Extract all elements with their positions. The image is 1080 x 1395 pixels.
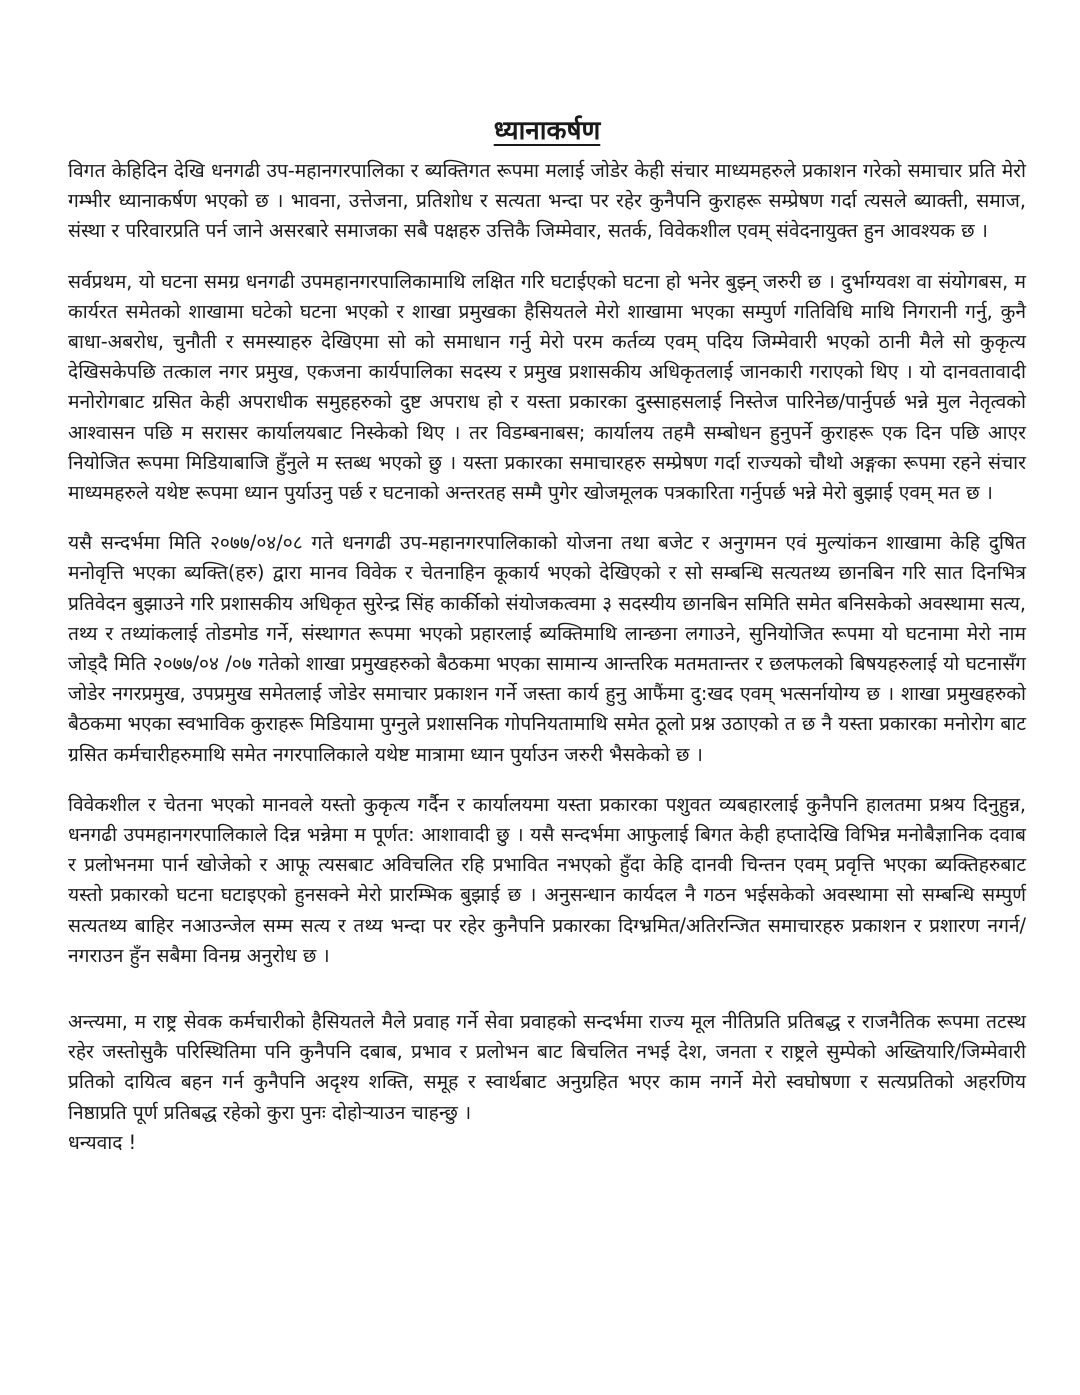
document-title: ध्यानाकर्षण bbox=[493, 116, 601, 146]
paragraph-intro: विगत केहिदिन देखि धनगढी उप-महानगरपालिका र ब्यक्तिगत रूपमा मलाई जोडेर केही संचार माध्यमहरुले प्रकाशन गरेको समाचार प्रति मेरो गम्भीर ध्यानाकर्षण भएको छ । भावना, उत्तेजना, प्रतिशोध र सत्यता भन्दा पर रहेर कुनैपनि कुराहरू सम्प्रेषण गर्दा त्यसले ब्याक्ती, समाज, संस्था र परिवारप्रति पर्न जाने असरबारे समाजका सबै पक्षहरु उत्तिकै जिम्मेवार, सतर्क, विवेकशील एवम् संवेदनायुक्त हुन आवश्यक छ । bbox=[68, 159, 1026, 243]
paragraph-conclusion: अन्त्यमा, म राष्ट्र सेवक कर्मचारीको हैसियतले मैले प्रवाह गर्ने सेवा प्रवाहको सन्दर्भमा राज्य मूल नीतिप्रति प्रतिबद्ध र राजनैतिक रूपमा तटस्थ रहेर जस्तोसुकै परिस्थितिमा पनि कुनैपनि दबाब, प्रभाव र प्रलोभन बाट बिचलित नभई देश, जनता र राष्ट्रले सुम्पेको अख्तियारि/जिम्मेवारी प्रतिको दायित्व बहन गर्न कुनैपनि अदृश्य शक्ति, समूह र स्वार्थबाट अनुग्रहित भएर काम नगर्ने मेरो स्वघोषणा र सत्यप्रतिको अहरणिय निष्ठाप्रति पूर्ण प्रतिबद्ध रहेको कुरा पुनः दोहोऱ्याउन चाहन्छु । bbox=[68, 1010, 1026, 1124]
document-page bbox=[68, 112, 1026, 1158]
paragraph-context: यसै सन्दर्भमा मिति २०७७/०४/०८ गते धनगढी उप-महानगरपालिकाको योजना तथा बजेट र अनुगमन एवं मुल्यांकन शाखामा केहि दुषित मनोवृत्ति भएका ब्यक्ति(हरु) द्वारा मानव विवेक र चेतनाहिन कूकार्य भएको देखिएको र सो सम्बन्धि सत्यतथ्य छानबिन गरि सात दिनभित्र प्रतिवेदन बुझाउने गरि प्रशासकीय अधिकृत सुरेन्द्र सिंह कार्कीको संयोजकत्वमा ३ सदस्यीय छानबिन समिति समेत बनिसकेको अवस्थामा सत्य, तथ्य र तथ्यांकलाई तोडमोड गर्ने, संस्थागत रूपमा भएको प्रहारलाई ब्यक्तिमाथि लान्छना लगाउने, सुनियोजित रूपमा यो घटनामा मेरो नाम जोड्दै मिति २०७७/०४ /०७ गतेको शाखा प्रमुखहरुको बैठकमा भएका सामान्य आन्तरिक मतमतान्तर र छलफलको बिषयहरुलाई यो घटनासँग जोडेर नगरप्रमुख, उपप्रमुख समेतलाई जोडेर समाचार प्रकाशन गर्ने जस्ता कार्य हुनु आफैंमा दु:खद एवम् भत्सर्नायोग्य छ । शाखा प्रमुखहरुको बैठकमा भएका स्वभाविक कुराहरू मिडियामा पुग्नुले प्रशासनिक गोपनियतामाथि समेत ठूलो प्रश्न उठाएको त छ नै यस्ता प्रकारका मनोरोग बाट ग्रसित कर्मचारीहरुमाथि समेत नगरपालिकाले यथेष्ट मात्रामा ध्यान पुर्याउन जरुरी भैसकेको छ । bbox=[68, 531, 1026, 766]
closing-thanks: धन्यवाद ! bbox=[68, 1130, 137, 1154]
paragraph-appeal: विवेकशील र चेतना भएको मानवले यस्तो कुकृत्य गर्दैन र कार्यालयमा यस्ता प्रकारका पशुवत व्यबहारलाई कुनैपनि हालतमा प्रश्रय दिनुहुन्न, धनगढी उपमहानगरपालिकाले दिन्न भन्नेमा म पूर्णत: आशावादी छु । यसै सन्दर्भमा आफुलाई बिगत केही हप्तादेखि विभिन्न मनोबैज्ञानिक दवाब र प्रलोभनमा पार्न खोजेको र आफू त्यसबाट अविचलित रहि प्रभावित नभएको हुँदा केहि दानवी चिन्तन एवम् प्रवृत्ति भएका ब्यक्तिहरुबाट यस्तो प्रकारको घटना घटाइएको हुनसक्ने मेरो प्रारम्भिक बुझाई छ । अनुसन्धान कार्यदल नै गठन भईसकेको अवस्थामा सो सम्बन्धि सम्पुर्ण सत्यतथ्य बाहिर नआउन्जेल सम्म सत्य र तथ्य भन्दा पर रहेर कुनैपनि प्रकारका दिग्भ्रमित/अतिरन्जित समाचारहरु प्रकाशन र प्रशारण नगर्न/नगराउन हुँन सबैमा विनम्र अनुरोध छ । bbox=[68, 792, 1026, 967]
paragraph-first-statement: सर्वप्रथम, यो घटना समग्र धनगढी उपमहानगरपालिकामाथि लक्षित गरि घटाईएको घटना हो भनेर बुझ्न् जरुरी छ । दुर्भाग्यवश वा संयोगबस, म कार्यरत समेतको शाखामा घटेको घटना भएको र शाखा प्रमुखका हैसियतले मेरो शाखामा भएका सम्पुर्ण गतिविधि माथि निगरानी गर्नु, कुनै बाधा-अबरोध, चुनौती र समस्याहरु देखिएमा सो को समाधान गर्नु मेरो परम कर्तव्य एवम् पदिय जिम्मेवारी भएको ठानी मैले सो कुकृत्य देखिसकेपछि तत्काल नगर प्रमुख, एकजना कार्यपालिका सदस्य र प्रमुख प्रशासकीय अधिकृतलाई जानकारी गराएको थिए । यो दानवतावादी मनोरोगबाट ग्रसित केही अपराधीक समुहहरुको दुष्ट अपराध हो र यस्ता प्रकारका दुस्साहसलाई निस्तेज पारिनेछ/पार्नुपर्छ भन्ने मुल नेतृत्वको आश्वासन पछि म सरासर कार्यालयबाट निस्केको थिए । तर विडम्बनाबस; कार्यालय तहमै सम्बोधन हुनुपर्ने कुराहरू एक दिन पछि आएर नियोजित रूपमा मिडियाबाजि हुँनुले म स्तब्ध भएको छु । यस्ता प्रकारका समाचारहरु सम्प्रेषण गर्दा राज्यको चौथो अङ्गका रूपमा रहने संचार माध्यमहरुले यथेष्ट रूपमा ध्यान पुर्याउनु पर्छ र घटनाको अन्तरतह सम्मै पुगेर खोजमूलक पत्रकारिता गर्नुपर्छ भन्ने मेरो बुझाई एवम् मत छ । bbox=[68, 269, 1026, 505]
